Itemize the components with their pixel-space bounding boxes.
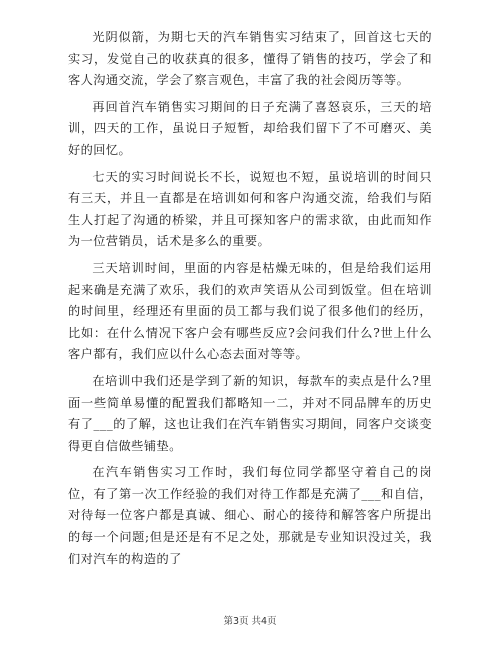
document-body [68,27,432,575]
paragraph: 七天的实习时间说长不长，说短也不短，虽说培训的时间只有三天，并且一直都是在培训如何和客户沟通交流，给我们与陌生人打起了沟通的桥梁，并且可探知客户的需求欲，由此而知作为一位营销员，话术是多么的重要。 [68,169,432,249]
paragraph: 光阴似箭，为期七天的汽车销售实习结束了，回首这七天的实习，发觉自己的收获真的很多，懂得了销售的技巧，学会了和客人沟通交流，学会了察言观色，丰富了我的社会阅历等等。 [68,30,432,88]
paragraph: 在培训中我们还是学到了新的知识，每款车的卖点是什么?里面一些简单易懂的配置我们都略知一二，并对不同品牌车的历史有了___的了解，这也让我们在汽车销售实习期间，同客户交谈变得更自信做些铺垫。 [68,373,432,453]
paragraph: 三天培训时间，里面的内容是枯燥无味的，但是给我们运用起来确是充满了欢乐，我们的欢声笑语从公司到饭堂。但在培训的时间里，经理还有里面的员工都与我们说了很多他们的经历，比如：在什么情况下客户会有哪些反应?会问我们什么?世上什么客户都有，我们应以什么心态去面对等等。 [68,260,432,362]
paragraph: 在汽车销售实习工作时，我们每位同学都坚守着自己的岗位，有了第一次工作经验的我们对待工作都是充满了___和自信，对待每一位客户都是真诚、细心、耐心的接待和解答客户所提出的每一个问题;但是还是有不足之处，那就是专业知识没过关，我们对汽车的构造的了 [68,465,432,566]
page-number-footer: 第3页 共4页 [223,616,277,627]
paragraph: 再回首汽车销售实习期间的日子充满了喜怒哀乐，三天的培训，四天的工作，虽说日子短暂，却给我们留下了不可磨灭、美好的回忆。 [68,99,432,157]
